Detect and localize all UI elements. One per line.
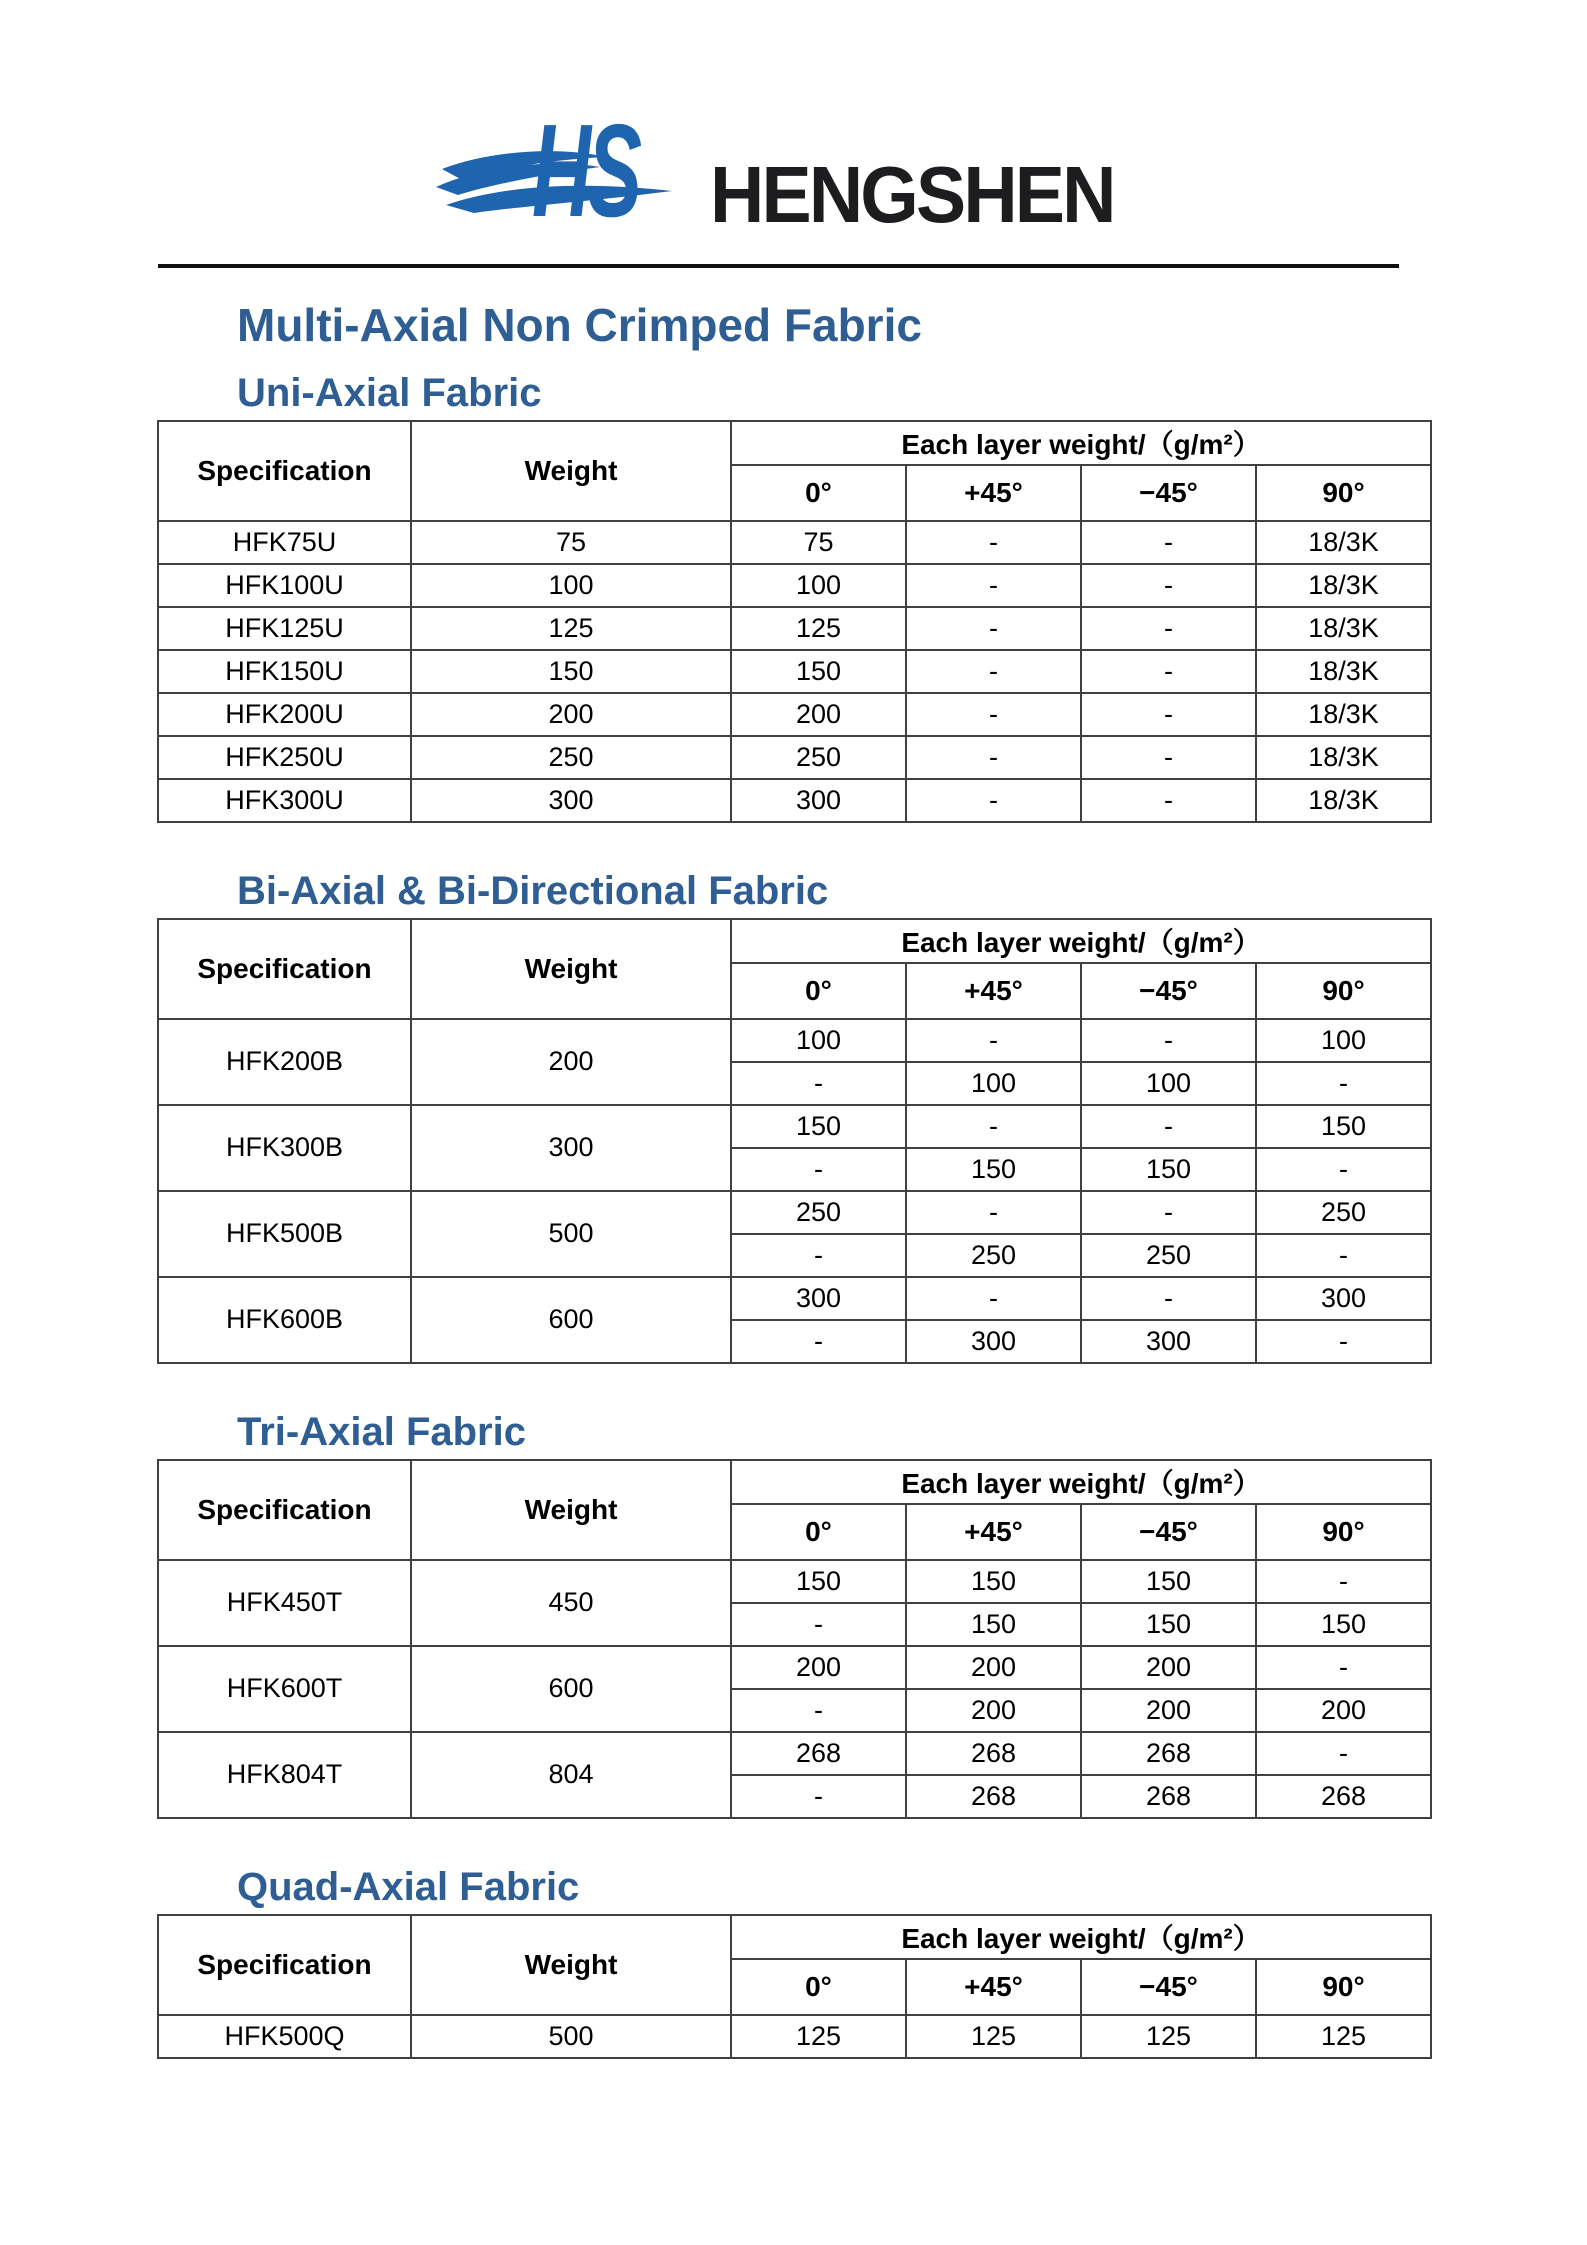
- value-cell: 18/3K: [1256, 607, 1431, 650]
- col-header-angle-0: 0°: [731, 1959, 906, 2015]
- page-title: Multi-Axial Non Crimped Fabric: [237, 299, 922, 351]
- col-header-angle-90: 90°: [1256, 963, 1431, 1019]
- value-cell: 268: [906, 1775, 1081, 1818]
- value-cell: -: [731, 1234, 906, 1277]
- value-cell: 200: [906, 1646, 1081, 1689]
- value-cell: 18/3K: [1256, 650, 1431, 693]
- value-cell: -: [731, 1062, 906, 1105]
- col-header-angle-minus45: −45°: [1081, 1959, 1256, 2015]
- value-cell: -: [906, 521, 1081, 564]
- spec-cell: HFK500Q: [158, 2015, 411, 2058]
- table-row: [158, 1191, 1431, 1234]
- value-cell: -: [731, 1603, 906, 1646]
- table-row: [158, 1732, 1431, 1775]
- value-cell: -: [906, 607, 1081, 650]
- weight-cell: 75: [411, 521, 731, 564]
- value-cell: 125: [731, 607, 906, 650]
- logo-monogram: HS: [532, 97, 639, 244]
- tri-axial-table: [157, 1459, 1432, 1819]
- col-header-layer-weight: Each layer weight/（g/m²）: [731, 421, 1431, 465]
- value-cell: 150: [1256, 1603, 1431, 1646]
- value-cell: 200: [1081, 1646, 1256, 1689]
- col-header-angle-minus45: −45°: [1081, 465, 1256, 521]
- col-header-weight: Weight: [411, 421, 731, 521]
- bi-axial-table: [157, 918, 1432, 1364]
- table-row: [158, 521, 1431, 564]
- value-cell: -: [1081, 1019, 1256, 1062]
- value-cell: 125: [1081, 2015, 1256, 2058]
- table-row: [158, 1560, 1431, 1603]
- value-cell: 200: [1256, 1689, 1431, 1732]
- value-cell: 300: [731, 779, 906, 822]
- value-cell: 150: [731, 1560, 906, 1603]
- value-cell: 150: [906, 1560, 1081, 1603]
- table-row: [158, 2015, 1431, 2058]
- value-cell: 75: [731, 521, 906, 564]
- value-cell: -: [906, 736, 1081, 779]
- weight-cell: 450: [411, 1560, 731, 1646]
- weight-cell: 300: [411, 1105, 731, 1191]
- value-cell: -: [906, 779, 1081, 822]
- value-cell: -: [1256, 1732, 1431, 1775]
- weight-cell: 200: [411, 1019, 731, 1105]
- value-cell: 268: [1256, 1775, 1431, 1818]
- value-cell: 100: [731, 1019, 906, 1062]
- spec-cell: HFK600T: [158, 1646, 411, 1732]
- spec-cell: HFK125U: [158, 607, 411, 650]
- weight-cell: 600: [411, 1646, 731, 1732]
- value-cell: 100: [906, 1062, 1081, 1105]
- value-cell: 150: [1081, 1560, 1256, 1603]
- value-cell: 150: [1081, 1148, 1256, 1191]
- col-header-specification: Specification: [158, 919, 411, 1019]
- value-cell: -: [1081, 564, 1256, 607]
- value-cell: 200: [731, 693, 906, 736]
- section-heading-bi-axial: Bi-Axial & Bi-Directional Fabric: [237, 868, 829, 913]
- table-row: [158, 736, 1431, 779]
- col-header-angle-90: 90°: [1256, 1959, 1431, 2015]
- table-row: [158, 650, 1431, 693]
- value-cell: -: [1256, 1646, 1431, 1689]
- value-cell: 100: [731, 564, 906, 607]
- value-cell: -: [1256, 1320, 1431, 1363]
- value-cell: -: [1081, 650, 1256, 693]
- value-cell: -: [906, 1277, 1081, 1320]
- table-row: [158, 1105, 1431, 1148]
- spec-cell: HFK75U: [158, 521, 411, 564]
- table-row: [158, 1646, 1431, 1689]
- value-cell: -: [1081, 779, 1256, 822]
- spec-cell: HFK300U: [158, 779, 411, 822]
- section-heading-tri-axial: Tri-Axial Fabric: [237, 1409, 526, 1454]
- value-cell: -: [1081, 1277, 1256, 1320]
- value-cell: 125: [906, 2015, 1081, 2058]
- col-header-layer-weight: Each layer weight/（g/m²）: [731, 919, 1431, 963]
- value-cell: 18/3K: [1256, 736, 1431, 779]
- weight-cell: 300: [411, 779, 731, 822]
- value-cell: 300: [731, 1277, 906, 1320]
- spec-cell: HFK300B: [158, 1105, 411, 1191]
- value-cell: -: [1256, 1148, 1431, 1191]
- value-cell: 100: [1256, 1019, 1431, 1062]
- spec-cell: HFK450T: [158, 1560, 411, 1646]
- value-cell: 268: [1081, 1775, 1256, 1818]
- value-cell: -: [1081, 607, 1256, 650]
- spec-cell: HFK600B: [158, 1277, 411, 1363]
- col-header-angle-plus45: +45°: [906, 1504, 1081, 1560]
- value-cell: 100: [1081, 1062, 1256, 1105]
- spec-cell: HFK100U: [158, 564, 411, 607]
- weight-cell: 125: [411, 607, 731, 650]
- value-cell: 300: [906, 1320, 1081, 1363]
- value-cell: 150: [731, 650, 906, 693]
- col-header-layer-weight: Each layer weight/（g/m²）: [731, 1915, 1431, 1959]
- spec-cell: HFK804T: [158, 1732, 411, 1818]
- col-header-angle-90: 90°: [1256, 465, 1431, 521]
- value-cell: 18/3K: [1256, 521, 1431, 564]
- value-cell: 300: [1081, 1320, 1256, 1363]
- value-cell: 268: [906, 1732, 1081, 1775]
- logo-brand: HENGSHEN: [710, 150, 1114, 239]
- value-cell: 150: [731, 1105, 906, 1148]
- col-header-specification: Specification: [158, 1460, 411, 1560]
- value-cell: -: [1256, 1560, 1431, 1603]
- value-cell: 18/3K: [1256, 693, 1431, 736]
- value-cell: -: [906, 564, 1081, 607]
- value-cell: -: [906, 650, 1081, 693]
- col-header-weight: Weight: [411, 1915, 731, 2015]
- value-cell: 150: [1256, 1105, 1431, 1148]
- value-cell: 150: [1081, 1603, 1256, 1646]
- weight-cell: 100: [411, 564, 731, 607]
- value-cell: -: [731, 1148, 906, 1191]
- section-heading-uni-axial: Uni-Axial Fabric: [237, 370, 542, 415]
- value-cell: 268: [1081, 1732, 1256, 1775]
- col-header-angle-minus45: −45°: [1081, 963, 1256, 1019]
- weight-cell: 804: [411, 1732, 731, 1818]
- table-row: [158, 564, 1431, 607]
- value-cell: -: [1081, 521, 1256, 564]
- value-cell: -: [906, 1105, 1081, 1148]
- spec-cell: HFK200B: [158, 1019, 411, 1105]
- col-header-layer-weight: Each layer weight/（g/m²）: [731, 1460, 1431, 1504]
- value-cell: -: [731, 1320, 906, 1363]
- value-cell: -: [731, 1775, 906, 1818]
- value-cell: 125: [731, 2015, 906, 2058]
- spec-cell: HFK150U: [158, 650, 411, 693]
- value-cell: -: [1081, 1191, 1256, 1234]
- col-header-angle-plus45: +45°: [906, 465, 1081, 521]
- value-cell: 150: [906, 1603, 1081, 1646]
- col-header-specification: Specification: [158, 1915, 411, 2015]
- value-cell: 200: [731, 1646, 906, 1689]
- col-header-angle-0: 0°: [731, 1504, 906, 1560]
- logo: [440, 85, 1160, 245]
- spec-cell: HFK500B: [158, 1191, 411, 1277]
- value-cell: 125: [1256, 2015, 1431, 2058]
- table-row: [158, 1277, 1431, 1320]
- value-cell: -: [1256, 1062, 1431, 1105]
- weight-cell: 500: [411, 2015, 731, 2058]
- value-cell: -: [1081, 693, 1256, 736]
- value-cell: 250: [1256, 1191, 1431, 1234]
- uni-axial-table: [157, 420, 1432, 823]
- value-cell: 268: [731, 1732, 906, 1775]
- value-cell: 300: [1256, 1277, 1431, 1320]
- value-cell: 250: [1081, 1234, 1256, 1277]
- table-row: [158, 607, 1431, 650]
- value-cell: 200: [1081, 1689, 1256, 1732]
- value-cell: 18/3K: [1256, 564, 1431, 607]
- table-row: [158, 1019, 1431, 1062]
- value-cell: -: [906, 693, 1081, 736]
- weight-cell: 250: [411, 736, 731, 779]
- spec-cell: HFK250U: [158, 736, 411, 779]
- col-header-weight: Weight: [411, 919, 731, 1019]
- col-header-weight: Weight: [411, 1460, 731, 1560]
- content: [157, 292, 1431, 2059]
- spec-cell: HFK200U: [158, 693, 411, 736]
- table-row: [158, 693, 1431, 736]
- value-cell: 250: [731, 736, 906, 779]
- value-cell: 150: [906, 1148, 1081, 1191]
- value-cell: -: [1081, 1105, 1256, 1148]
- col-header-angle-minus45: −45°: [1081, 1504, 1256, 1560]
- value-cell: -: [1081, 736, 1256, 779]
- value-cell: -: [731, 1689, 906, 1732]
- col-header-angle-plus45: +45°: [906, 963, 1081, 1019]
- col-header-angle-0: 0°: [731, 963, 906, 1019]
- col-header-angle-90: 90°: [1256, 1504, 1431, 1560]
- value-cell: 18/3K: [1256, 779, 1431, 822]
- weight-cell: 500: [411, 1191, 731, 1277]
- col-header-angle-plus45: +45°: [906, 1959, 1081, 2015]
- value-cell: -: [906, 1191, 1081, 1234]
- divider-rule: [158, 264, 1399, 268]
- col-header-specification: Specification: [158, 421, 411, 521]
- value-cell: -: [906, 1019, 1081, 1062]
- section-heading-quad-axial: Quad-Axial Fabric: [237, 1864, 580, 1909]
- value-cell: -: [1256, 1234, 1431, 1277]
- col-header-angle-0: 0°: [731, 465, 906, 521]
- value-cell: 250: [906, 1234, 1081, 1277]
- weight-cell: 600: [411, 1277, 731, 1363]
- weight-cell: 200: [411, 693, 731, 736]
- value-cell: 250: [731, 1191, 906, 1234]
- quad-axial-table: [157, 1914, 1432, 2059]
- value-cell: 200: [906, 1689, 1081, 1732]
- table-row: [158, 779, 1431, 822]
- weight-cell: 150: [411, 650, 731, 693]
